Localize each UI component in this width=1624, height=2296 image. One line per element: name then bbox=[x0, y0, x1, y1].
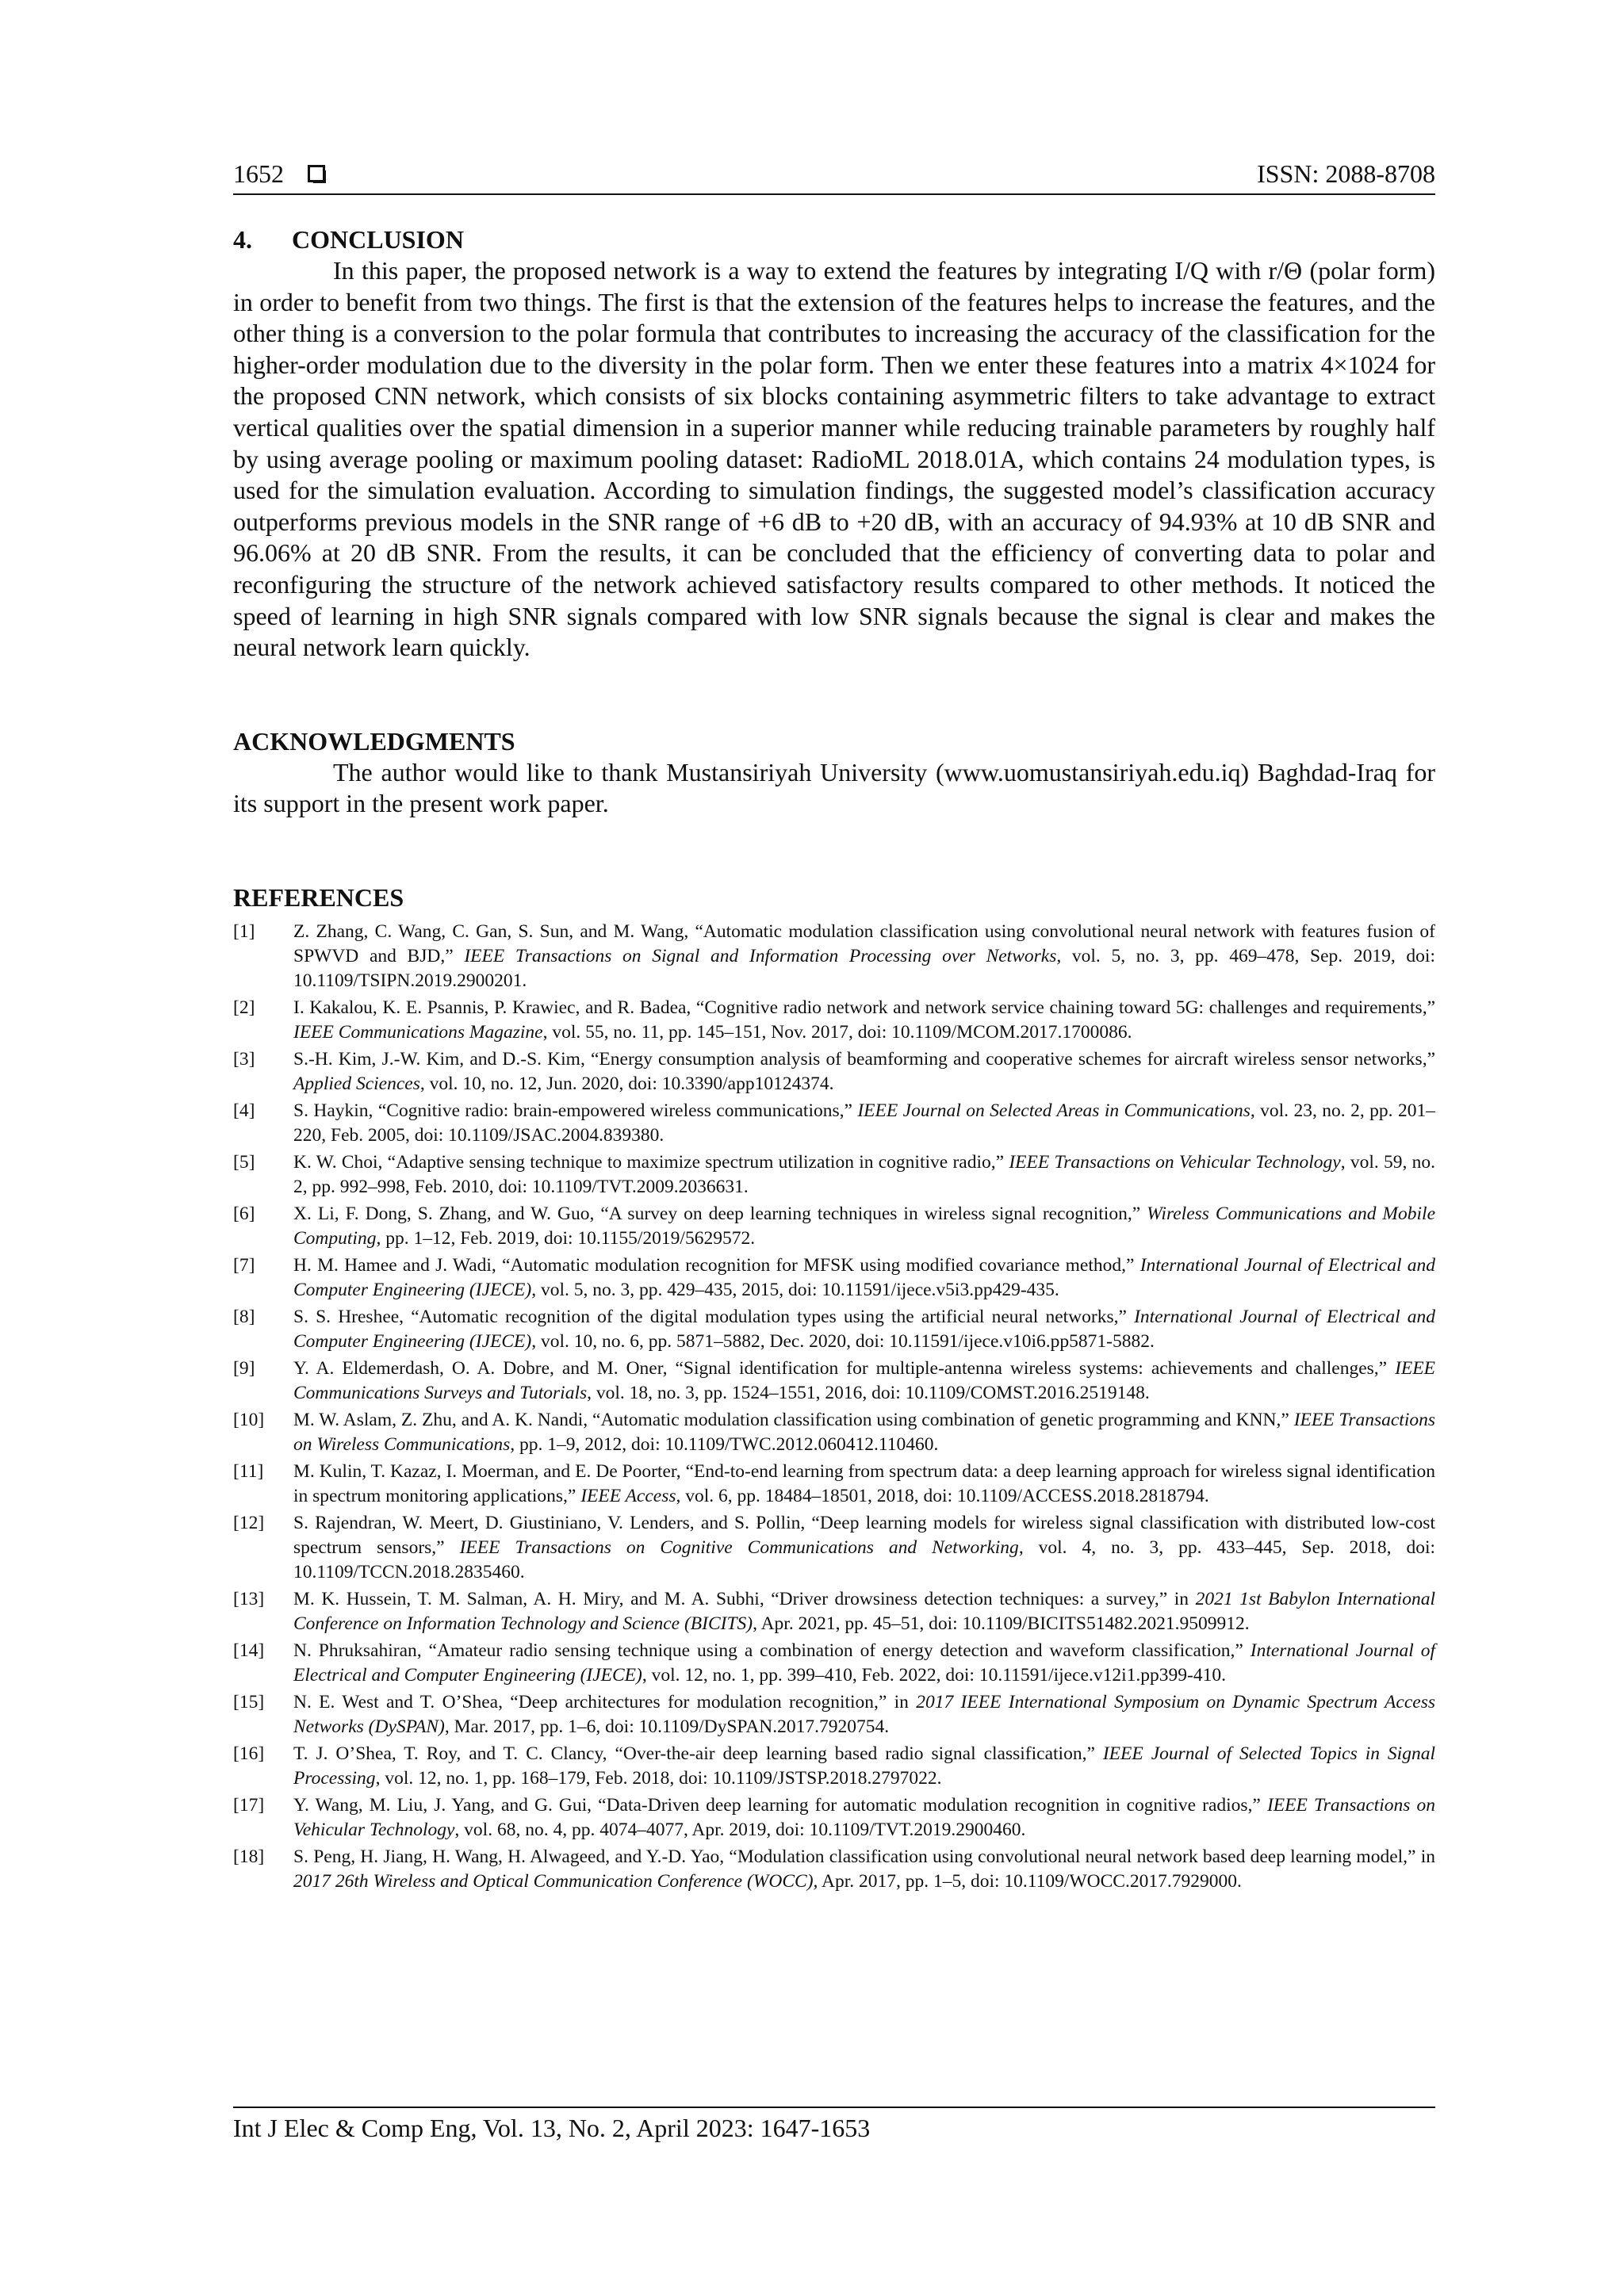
reference-number: [17] bbox=[233, 1794, 265, 1816]
reference-details: , vol. 10, no. 6, pp. 5871–5882, Dec. 2020, doi: 10.11591/ijece.v10i6.pp5871-5882. bbox=[531, 1330, 1155, 1352]
reference-authors-title: T. J. O’Shea, T. Roy, and T. C. Clancy, “Over-the-air deep learning based radio signal classification,” bbox=[293, 1743, 1103, 1764]
reference-number: [13] bbox=[233, 1588, 265, 1609]
reference-text bbox=[293, 1587, 1435, 1636]
reference-item bbox=[233, 1047, 1435, 1096]
reference-text bbox=[293, 1150, 1435, 1200]
reference-text bbox=[293, 1099, 1435, 1148]
reference-details: , vol. 12, no. 1, pp. 168–179, Feb. 2018, doi: 10.1109/JSTSP.2018.2797022. bbox=[375, 1767, 942, 1789]
reference-venue: 2021 1st Babylon International Conference on Information Technology and Science (BICITS) bbox=[293, 1588, 1435, 1634]
reference-venue: International Journal of Electrical and Computer Engineering (IJECE) bbox=[293, 1306, 1435, 1352]
reference-number: [6] bbox=[233, 1203, 255, 1224]
reference-venue: IEEE Transactions on Signal and Information Processing over Networks bbox=[464, 945, 1057, 966]
reference-text bbox=[293, 1793, 1435, 1843]
reference-details: , vol. 68, no. 4, pp. 4074–4077, Apr. 2019, doi: 10.1109/TVT.2019.2900460. bbox=[454, 1819, 1026, 1840]
reference-number: [9] bbox=[233, 1357, 255, 1379]
header-rule bbox=[233, 193, 1435, 195]
issn: ISSN: 2088-8708 bbox=[1257, 159, 1435, 188]
reference-details: , vol. 23, no. 2, pp. 201–220, Feb. 2005, doi: 10.1109/JSAC.2004.839380. bbox=[293, 1100, 1435, 1146]
reference-item bbox=[233, 1511, 1435, 1585]
reference-text bbox=[293, 1460, 1435, 1509]
reference-details: , vol. 18, no. 3, pp. 1524–1551, 2016, doi: 10.1109/COMST.2016.2519148. bbox=[587, 1382, 1150, 1403]
reference-venue: 2017 26th Wireless and Optical Communication Conference (WOCC) bbox=[293, 1870, 814, 1892]
reference-details: , vol. 6, pp. 18484–18501, 2018, doi: 10.1109/ACCESS.2018.2818794. bbox=[676, 1485, 1209, 1506]
reference-authors-title: H. M. Hamee and J. Wadi, “Automatic modulation recognition for MFSK using modified covariance method,” bbox=[293, 1254, 1140, 1276]
reference-number: [15] bbox=[233, 1691, 265, 1712]
reference-text bbox=[293, 1202, 1435, 1251]
reference-number: [10] bbox=[233, 1409, 265, 1430]
reference-venue: IEEE Access bbox=[580, 1485, 676, 1506]
reference-details: , vol. 10, no. 12, Jun. 2020, doi: 10.3390/app10124374. bbox=[419, 1073, 834, 1094]
reference-number: [3] bbox=[233, 1048, 255, 1070]
reference-details: , vol. 12, no. 1, pp. 399–410, Feb. 2022, doi: 10.11591/ijece.v12i1.pp399-410. bbox=[642, 1664, 1226, 1686]
reference-details: , vol. 4, no. 3, pp. 433–445, Sep. 2018, doi: 10.1109/TCCN.2018.2835460. bbox=[293, 1536, 1436, 1582]
reference-venue: Applied Sciences bbox=[293, 1073, 420, 1094]
reference-number: [11] bbox=[233, 1460, 264, 1482]
reference-item bbox=[233, 1305, 1435, 1354]
reference-number: [1] bbox=[233, 920, 255, 942]
reference-authors-title: I. Kakalou, K. E. Psannis, P. Krawiec, and R. Badea, “Cognitive radio network and network service chaining toward 5G: challenges and requirements,” bbox=[293, 997, 1435, 1018]
reference-details: , vol. 59, no. 2, pp. 992–998, Feb. 2010, doi: 10.1109/TVT.2009.2036631. bbox=[293, 1151, 1436, 1197]
acknowledgments-paragraph: The author would like to thank Mustansiriyah University (www.uomustansiriyah.edu.iq) Baghdad-Iraq for its support in the present work paper. bbox=[233, 757, 1435, 818]
reference-item bbox=[233, 1202, 1435, 1251]
reference-item bbox=[233, 1253, 1435, 1303]
reference-authors-title: K. W. Choi, “Adaptive sensing technique to maximize spectrum utilization in cognitive radio,” bbox=[293, 1151, 1009, 1173]
reference-number: [8] bbox=[233, 1306, 255, 1327]
reference-authors-title: X. Li, F. Dong, S. Zhang, and W. Guo, “A survey on deep learning techniques in wireless signal recognition,” bbox=[293, 1203, 1147, 1224]
reference-number: [5] bbox=[233, 1151, 255, 1173]
reference-text bbox=[293, 1511, 1435, 1585]
page-header bbox=[233, 155, 1435, 192]
reference-text bbox=[293, 1047, 1435, 1096]
reference-details: , vol. 5, no. 3, pp. 429–435, 2015, doi: 10.11591/ijece.v5i3.pp429-435. bbox=[531, 1279, 1059, 1300]
reference-venue: IEEE Communications Magazine bbox=[293, 1021, 543, 1043]
reference-venue: IEEE Transactions on Vehicular Technology bbox=[1009, 1151, 1341, 1173]
reference-item bbox=[233, 1845, 1435, 1894]
reference-text bbox=[293, 1690, 1435, 1739]
reference-text bbox=[293, 1408, 1435, 1457]
reference-venue: IEEE Journal on Selected Areas in Communications bbox=[857, 1100, 1251, 1121]
reference-text bbox=[293, 1742, 1435, 1791]
reference-number: [16] bbox=[233, 1743, 265, 1764]
reference-text bbox=[293, 1357, 1435, 1406]
reference-details: , pp. 1–9, 2012, doi: 10.1109/TWC.2012.060412.110460. bbox=[510, 1433, 939, 1455]
reference-venue: International Journal of Electrical and Computer Engineering (IJECE) bbox=[293, 1640, 1435, 1686]
reference-venue: Wireless Communications and Mobile Computing bbox=[293, 1203, 1435, 1249]
reference-venue: IEEE Journal of Selected Topics in Signal Processing bbox=[293, 1743, 1435, 1789]
reference-item bbox=[233, 1639, 1435, 1688]
section-title: CONCLUSION bbox=[292, 225, 464, 254]
reference-authors-title: M. Kulin, T. Kazaz, I. Moerman, and E. De Poorter, “End-to-end learning from spectrum data: a deep learning approach for wireless signal identification in spectrum monitoring applications,” bbox=[293, 1460, 1435, 1506]
reference-venue: IEEE Transactions on Wireless Communications bbox=[293, 1409, 1435, 1455]
reference-number: [2] bbox=[233, 997, 255, 1018]
reference-authors-title: Z. Zhang, C. Wang, C. Gan, S. Sun, and M. Wang, “Automatic modulation classification using convolutional neural network with features fusion of SPWVD and BJD,” bbox=[293, 920, 1435, 966]
reference-authors-title: N. E. West and T. O’Shea, “Deep architectures for modulation recognition,” in bbox=[293, 1691, 917, 1712]
page-footer: Int J Elec & Comp Eng, Vol. 13, No. 2, April 2023: 1647-1653 bbox=[233, 2114, 871, 2142]
reference-authors-title: Y. A. Eldemerdash, O. A. Dobre, and M. Oner, “Signal identification for multiple-antenna wireless systems: achievements and challenges,” bbox=[293, 1357, 1396, 1379]
section-number: 4. bbox=[233, 225, 252, 254]
reference-item bbox=[233, 1742, 1435, 1791]
reference-number: [4] bbox=[233, 1100, 255, 1121]
reference-authors-title: Y. Wang, M. Liu, J. Yang, and G. Gui, “Data-Driven deep learning for automatic modulation recognition in cognitive radios,” bbox=[293, 1794, 1267, 1816]
reference-authors-title: S. S. Hreshee, “Automatic recognition of the digital modulation types using the artificial neural networks,” bbox=[293, 1306, 1135, 1327]
acknowledgments-heading: ACKNOWLEDGMENTS bbox=[233, 726, 515, 756]
reference-venue: 2017 IEEE International Symposium on Dynamic Spectrum Access Networks (DySPAN) bbox=[293, 1691, 1435, 1737]
page-number: 1652 bbox=[233, 159, 284, 188]
conclusion-paragraph: In this paper, the proposed network is a way to extend the features by integrating I/Q with r/Θ (polar form) in order to benefit from two things. The first is that the extension of the features helps to increase the features, and the other thing is a conversion to the polar formula that contributes to increasing the accuracy of the classification for the higher-order modulation due to the diversity in the polar form. Then we enter these features into a matrix 4×1024 for the proposed CNN network, which consists of six blocks containing asymmetric filters to take advantage to extract vertical qualities over the spatial dimension in a superior manner while reducing trainable parameters by roughly half by using average pooling or maximum pooling dataset: RadioML 2018.01A, which contains 24 modulation types, is used for the simulation evaluation. According to simulation findings, the suggested model’s classification accuracy outperforms previous models in the SNR range of +6 dB to +20 dB, with an accuracy of 94.93% at 10 dB SNR and 96.06% at 20 dB SNR. From the results, it can be concluded that the efficiency of converting data to polar and reconfiguring the structure of the network achieved satisfactory results compared to other methods. It noticed the speed of learning in high SNR signals compared with low SNR signals because the signal is clear and makes the neural network learn quickly. bbox=[233, 256, 1435, 662]
reference-authors-title: M. W. Aslam, Z. Zhu, and A. K. Nandi, “Automatic modulation classification using combination of genetic programming and KNN,” bbox=[293, 1409, 1294, 1430]
reference-number: [7] bbox=[233, 1254, 255, 1276]
reference-number: [12] bbox=[233, 1512, 265, 1533]
reference-authors-title: S. Haykin, “Cognitive radio: brain-empowered wireless communications,” bbox=[293, 1100, 858, 1121]
references-heading: REFERENCES bbox=[233, 882, 404, 912]
reference-details: , Apr. 2021, pp. 45–51, doi: 10.1109/BICITS51482.2021.9509912. bbox=[753, 1613, 1250, 1634]
reference-venue: IEEE Communications Surveys and Tutorials bbox=[293, 1357, 1435, 1403]
reference-details: , Apr. 2017, pp. 1–5, doi: 10.1109/WOCC.2017.7929000. bbox=[813, 1870, 1242, 1892]
reference-authors-title: M. K. Hussein, T. M. Salman, A. H. Miry, and M. A. Subhi, “Driver drowsiness detection techniques: a survey,” in bbox=[293, 1588, 1196, 1609]
reference-text bbox=[293, 920, 1435, 993]
reference-venue: IEEE Transactions on Cognitive Communications and Networking bbox=[459, 1536, 1019, 1558]
reference-details: , vol. 55, no. 11, pp. 145–151, Nov. 2017, doi: 10.1109/MCOM.2017.1700086. bbox=[542, 1021, 1132, 1043]
checkbox-icon bbox=[308, 165, 325, 182]
reference-item bbox=[233, 1460, 1435, 1509]
reference-text bbox=[293, 1845, 1435, 1894]
reference-item bbox=[233, 996, 1435, 1045]
reference-text bbox=[293, 1253, 1435, 1303]
reference-details: , Mar. 2017, pp. 1–6, doi: 10.1109/DySPAN.2017.7920754. bbox=[444, 1716, 890, 1737]
reference-authors-title: S.-H. Kim, J.-W. Kim, and D.-S. Kim, “Energy consumption analysis of beamforming and cooperative schemes for aircraft wireless sensor networks,” bbox=[293, 1048, 1435, 1070]
reference-item bbox=[233, 920, 1435, 993]
reference-item bbox=[233, 1099, 1435, 1148]
reference-item bbox=[233, 1793, 1435, 1843]
conclusion-heading bbox=[233, 224, 1435, 255]
reference-text bbox=[293, 1639, 1435, 1688]
reference-number: [14] bbox=[233, 1640, 265, 1661]
footer-rule bbox=[233, 2107, 1435, 2108]
reference-list bbox=[233, 920, 1435, 1894]
reference-item bbox=[233, 1587, 1435, 1636]
reference-item bbox=[233, 1357, 1435, 1406]
reference-item bbox=[233, 1690, 1435, 1739]
reference-details: , vol. 5, no. 3, pp. 469–478, Sep. 2019, doi: 10.1109/TSIPN.2019.2900201. bbox=[293, 945, 1435, 991]
reference-text bbox=[293, 1305, 1435, 1354]
reference-details: , pp. 1–12, Feb. 2019, doi: 10.1155/2019/5629572. bbox=[376, 1227, 756, 1249]
page-content bbox=[233, 155, 1435, 1894]
reference-authors-title: S. Rajendran, W. Meert, D. Giustiniano, V. Lenders, and S. Pollin, “Deep learning models for wireless signal classification with distributed low-cost spectrum sensors,” bbox=[293, 1512, 1435, 1558]
reference-item bbox=[233, 1150, 1435, 1200]
reference-text bbox=[293, 996, 1435, 1045]
reference-authors-title: S. Peng, H. Jiang, H. Wang, H. Alwageed, and Y.-D. Yao, “Modulation classification using convolutional neural network based deep learning model,” in bbox=[293, 1846, 1435, 1867]
reference-authors-title: N. Phruksahiran, “Amateur radio sensing technique using a combination of energy detection and waveform classification,” bbox=[293, 1640, 1251, 1661]
reference-venue: International Journal of Electrical and Computer Engineering (IJECE) bbox=[293, 1254, 1435, 1300]
reference-number: [18] bbox=[233, 1846, 265, 1867]
reference-item bbox=[233, 1408, 1435, 1457]
reference-venue: IEEE Transactions on Vehicular Technology bbox=[293, 1794, 1435, 1840]
